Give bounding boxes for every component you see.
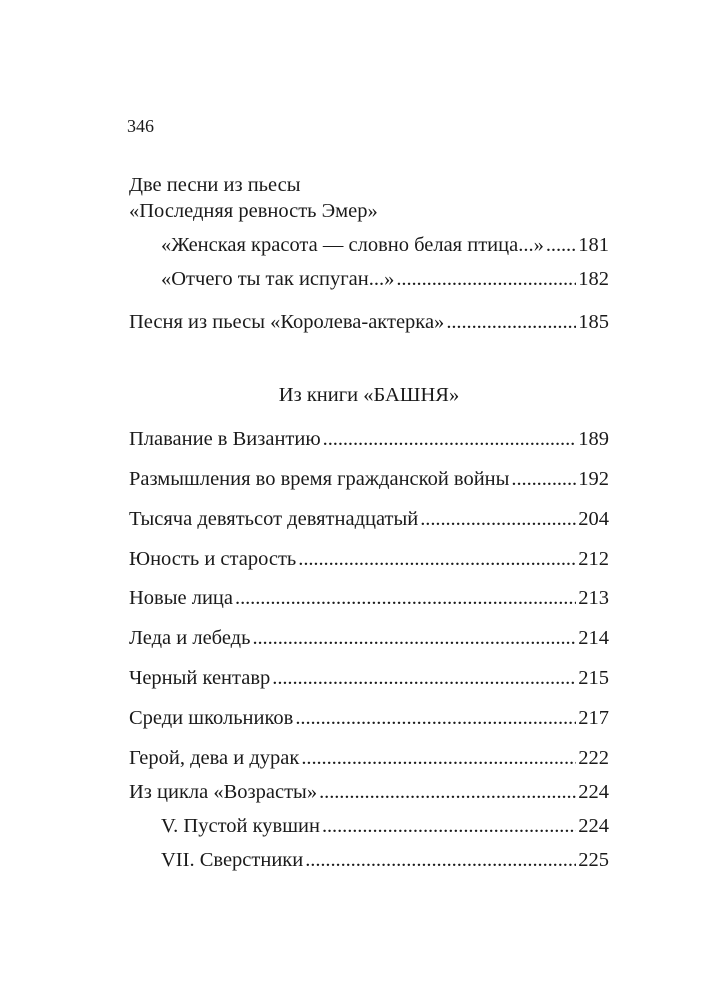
- entry-title: Юность и старость: [129, 548, 297, 570]
- section-heading: Из книги «БАШНЯ»: [278, 384, 460, 406]
- toc-entry[interactable]: [129, 426, 609, 452]
- dot-leader: [323, 426, 577, 452]
- entry-page: 181: [578, 234, 609, 256]
- entry-title: Песня из пьесы «Королева-актерка»: [129, 311, 445, 333]
- dot-leader: [295, 705, 576, 731]
- dot-leader: [396, 266, 576, 292]
- dot-leader: [511, 466, 576, 492]
- entry-title: «Женская красота — словно белая птица...»: [161, 234, 544, 256]
- entry-page: 214: [578, 627, 609, 649]
- page-number: 346: [127, 116, 154, 136]
- toc-sub-entry[interactable]: [161, 813, 609, 839]
- entry-page: 204: [578, 508, 609, 530]
- toc-entry[interactable]: [129, 705, 609, 731]
- entry-page: 185: [578, 311, 609, 333]
- toc-entry[interactable]: [129, 745, 609, 771]
- group-title-line2: «Последняя ревность Эмер»: [129, 200, 378, 222]
- entry-title: Черный кентавр: [129, 667, 271, 689]
- entry-title: Тысяча девятьсот девятнадцатый: [129, 508, 419, 530]
- entry-title: Новые лица: [129, 587, 234, 609]
- entry-page: 192: [578, 468, 609, 490]
- dot-leader: [420, 506, 576, 532]
- entry-page: 189: [578, 428, 609, 450]
- group-title-line1: Две песни из пьесы: [129, 174, 301, 196]
- toc-sub-entry[interactable]: [161, 847, 609, 873]
- entry-title: V. Пустой кувшин: [161, 815, 320, 837]
- dot-leader: [322, 813, 576, 839]
- entry-page: 213: [578, 587, 609, 609]
- entry-page: 182: [578, 268, 609, 290]
- dot-leader: [546, 232, 576, 258]
- dot-leader: [301, 745, 576, 771]
- toc-entry[interactable]: [129, 779, 609, 805]
- dot-leader: [272, 665, 576, 691]
- entry-page: 222: [578, 747, 609, 769]
- entry-title: VII. Сверстники: [161, 849, 304, 871]
- entry-title: Из цикла «Возрасты»: [129, 781, 318, 803]
- entry-title: Леда и лебедь: [129, 627, 251, 649]
- toc-entry-women-beauty[interactable]: [161, 232, 609, 258]
- entry-page: 225: [578, 849, 609, 871]
- toc-entry[interactable]: [129, 625, 609, 651]
- dot-leader: [252, 625, 576, 651]
- entry-title: Герой, дева и дурак: [129, 747, 300, 769]
- toc-entry[interactable]: [129, 665, 609, 691]
- toc-entry[interactable]: [129, 506, 609, 532]
- toc-entry[interactable]: [129, 585, 609, 611]
- dot-leader: [446, 309, 576, 335]
- dot-leader: [305, 847, 576, 873]
- toc-entry-why-scared[interactable]: [161, 266, 609, 292]
- dot-leader: [319, 779, 576, 805]
- dot-leader: [235, 585, 576, 611]
- entry-title: «Отчего ты так испуган...»: [161, 268, 395, 290]
- entry-page: 212: [578, 548, 609, 570]
- entry-page: 224: [578, 781, 609, 803]
- entry-title: Среди школьников: [129, 707, 294, 729]
- toc-entry[interactable]: [129, 466, 609, 492]
- entry-title: Плавание в Византию: [129, 428, 321, 450]
- entry-page: 224: [578, 815, 609, 837]
- toc-entry-queen-actress[interactable]: [129, 309, 609, 335]
- dot-leader: [298, 546, 576, 572]
- toc-entry[interactable]: [129, 546, 609, 572]
- entry-page: 215: [578, 667, 609, 689]
- entry-title: Размышления во время гражданской войны: [129, 468, 510, 490]
- entry-page: 217: [578, 707, 609, 729]
